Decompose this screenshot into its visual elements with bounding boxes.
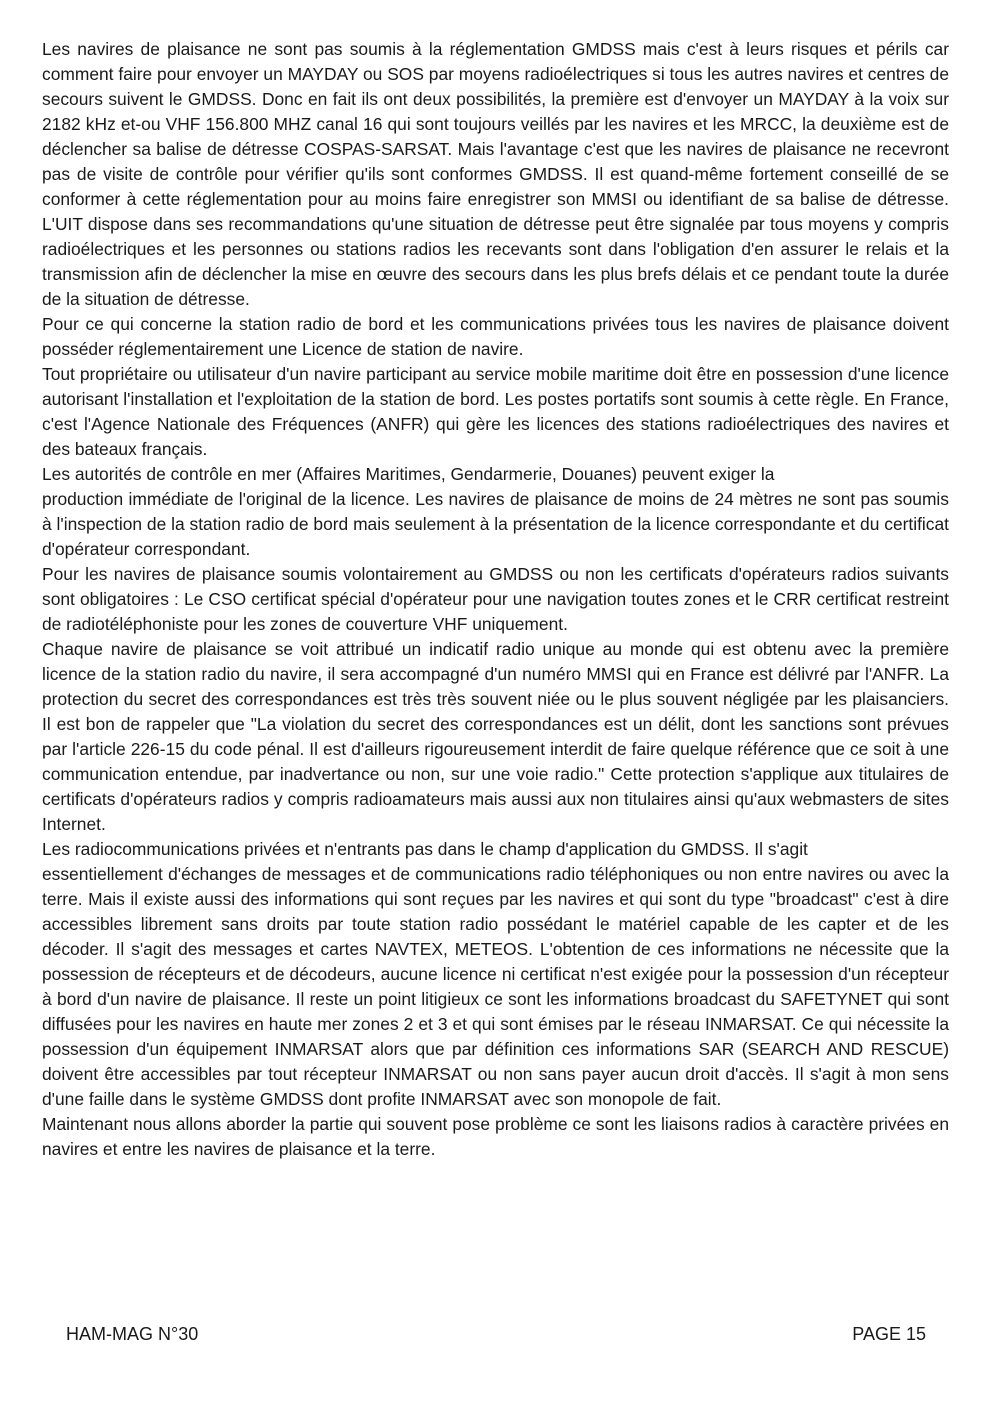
paragraph-licence-anfr: Tout propriétaire ou utilisateur d'un navire participant au service mobile maritime doit être en possession d'une licence autorisant l'installation et l'exploitation de la station de bord. Les postes portatifs sont soumis à cette règle. En France, c'est l'Agence Nationale des Fréquences (ANFR) qui gère les licences des stations radioélectriques des navires et des bateaux français. xyxy=(42,364,949,459)
paragraph-broadcast-inmarsat: essentiellement d'échanges de messages et de communications radio téléphoniques ou non entre navires ou avec la terre. Mais il existe aussi des informations qui sont reçues par les navires et qui sont du type "broadcast" c'est à dire accessibles librement sans droits par toute station radio possédant le matériel capable de les capter et de les décoder. Il s'agit des messages et cartes NAVTEX, METEOS. L'obtention de ces informations ne nécessite que la possession de récepteurs et de décodeurs, aucune licence ni certificat n'est exigée pour la possession d'un récepteur à bord d'un navire de plaisance. Il reste un point litigieux ce sont les informations broadcast du SAFETYNET qui sont diffusées pour les navires en haute mer zones 2 et 3 et qui sont émises par le réseau INMARSAT. Ce qui nécessite la possession d'un équipement INMARSAT alors que par définition ces informations SAR (SEARCH AND RESCUE) doivent être accessibles par tout récepteur INMARSAT ou non sans payer aucun droit d'accès. Il s'agit à mon sens d'une faille dans le système GMDSS dont profite INMARSAT avec son monopole de fait. xyxy=(42,864,949,1109)
paragraph-station-radio: Pour ce qui concerne la station radio de bord et les communications privées tous les navires de plaisance doivent posséder réglementairement une Licence de station de navire. xyxy=(42,314,949,359)
paragraph-production-licence: production immédiate de l'original de la licence. Les navires de plaisance de moins de 24 mètres ne sont pas soumis à l'inspection de la station radio de bord mais seulement à la présentation de la licence correspondante et du certificat d'opérateur correspondant. xyxy=(42,489,949,559)
paragraph-gmdss-plaisance: Les navires de plaisance ne sont pas soumis à la réglementation GMDSS mais c'est à leurs risques et périls car comment faire pour envoyer un MAYDAY ou SOS par moyens radioélectriques si tous les autres navires et centres de secours suivent le GMDSS. Donc en fait ils ont deux possibilités, la première est d'envoyer un MAYDAY à la voix sur 2182 kHz et-ou VHF 156.800 MHZ canal 16 qui sont toujours veillés par les navires et les MRCC, la deuxième est de déclencher sa balise de détresse COSPAS-SARSAT. Mais l'avantage c'est que les navires de plaisance ne recevront pas de visite de contrôle pour vérifier qu'ils sont conformes GMDSS. Il est quand-même fortement conseillé de se conformer à cette réglementation pour au moins faire enregistrer son MMSI ou identifiant de sa balise de détresse. L'UIT dispose dans ses recommandations qu'une situation de détresse peut être signalée par tous moyens y compris radioélectriques et les personnes ou stations radios les recevants sont dans l'obligation d'en assurer le relais et la transmission afin de déclencher la mise en œuvre des secours dans les plus brefs délais et ce pendant toute la durée de la situation de détresse. xyxy=(42,39,949,309)
footer-magazine-issue: HAM-MAG N°30 xyxy=(66,1324,199,1344)
article-body xyxy=(42,37,949,1162)
paragraph-certificats: Pour les navires de plaisance soumis volontairement au GMDSS ou non les certificats d'opérateurs radios suivants sont obligatoires : Le CSO certificat spécial d'opérateur pour une navigation toutes zones et le CRR certificat restreint de radiotéléphoniste pour les zones de couverture VHF uniquement. xyxy=(42,564,949,634)
paragraph-indicatif-mmsi: Chaque navire de plaisance se voit attribué un indicatif radio unique au monde qui est obtenu avec la première licence de la station radio du navire, il sera accompagné d'un numéro MMSI qui en France est délivré par l'ANFR. La protection du secret des correspondances est très très souvent niée ou le plus souvent négligée par les plaisanciers. Il est bon de rappeler que "La violation du secret des correspondances est un délit, dont les sanctions sont prévues par l'article 226-15 du code pénal. Il est d'ailleurs rigoureusement interdit de faire quelque référence que ce soit à une communication entendue, par inadvertance ou non, sur une voie radio." Cette protection s'applique aux titulaires de certificats d'opérateurs radios y compris radioamateurs mais aussi aux non titulaires ainsi qu'aux webmasters de sites Internet. xyxy=(42,639,949,834)
paragraph-liaisons-privees: Maintenant nous allons aborder la partie qui souvent pose problème ce sont les liaisons radios à caractère privées en navires et entre les navires de plaisance et la terre. xyxy=(42,1114,949,1159)
paragraph-autorites-controle: Les autorités de contrôle en mer (Affaires Maritimes, Gendarmerie, Douanes) peuvent exiger la xyxy=(42,464,775,484)
paragraph-radiocommunications-privees: Les radiocommunications privées et n'entrants pas dans le champ d'application du GMDSS. Il s'agit xyxy=(42,839,808,859)
footer-page-number: PAGE 15 xyxy=(852,1324,926,1344)
